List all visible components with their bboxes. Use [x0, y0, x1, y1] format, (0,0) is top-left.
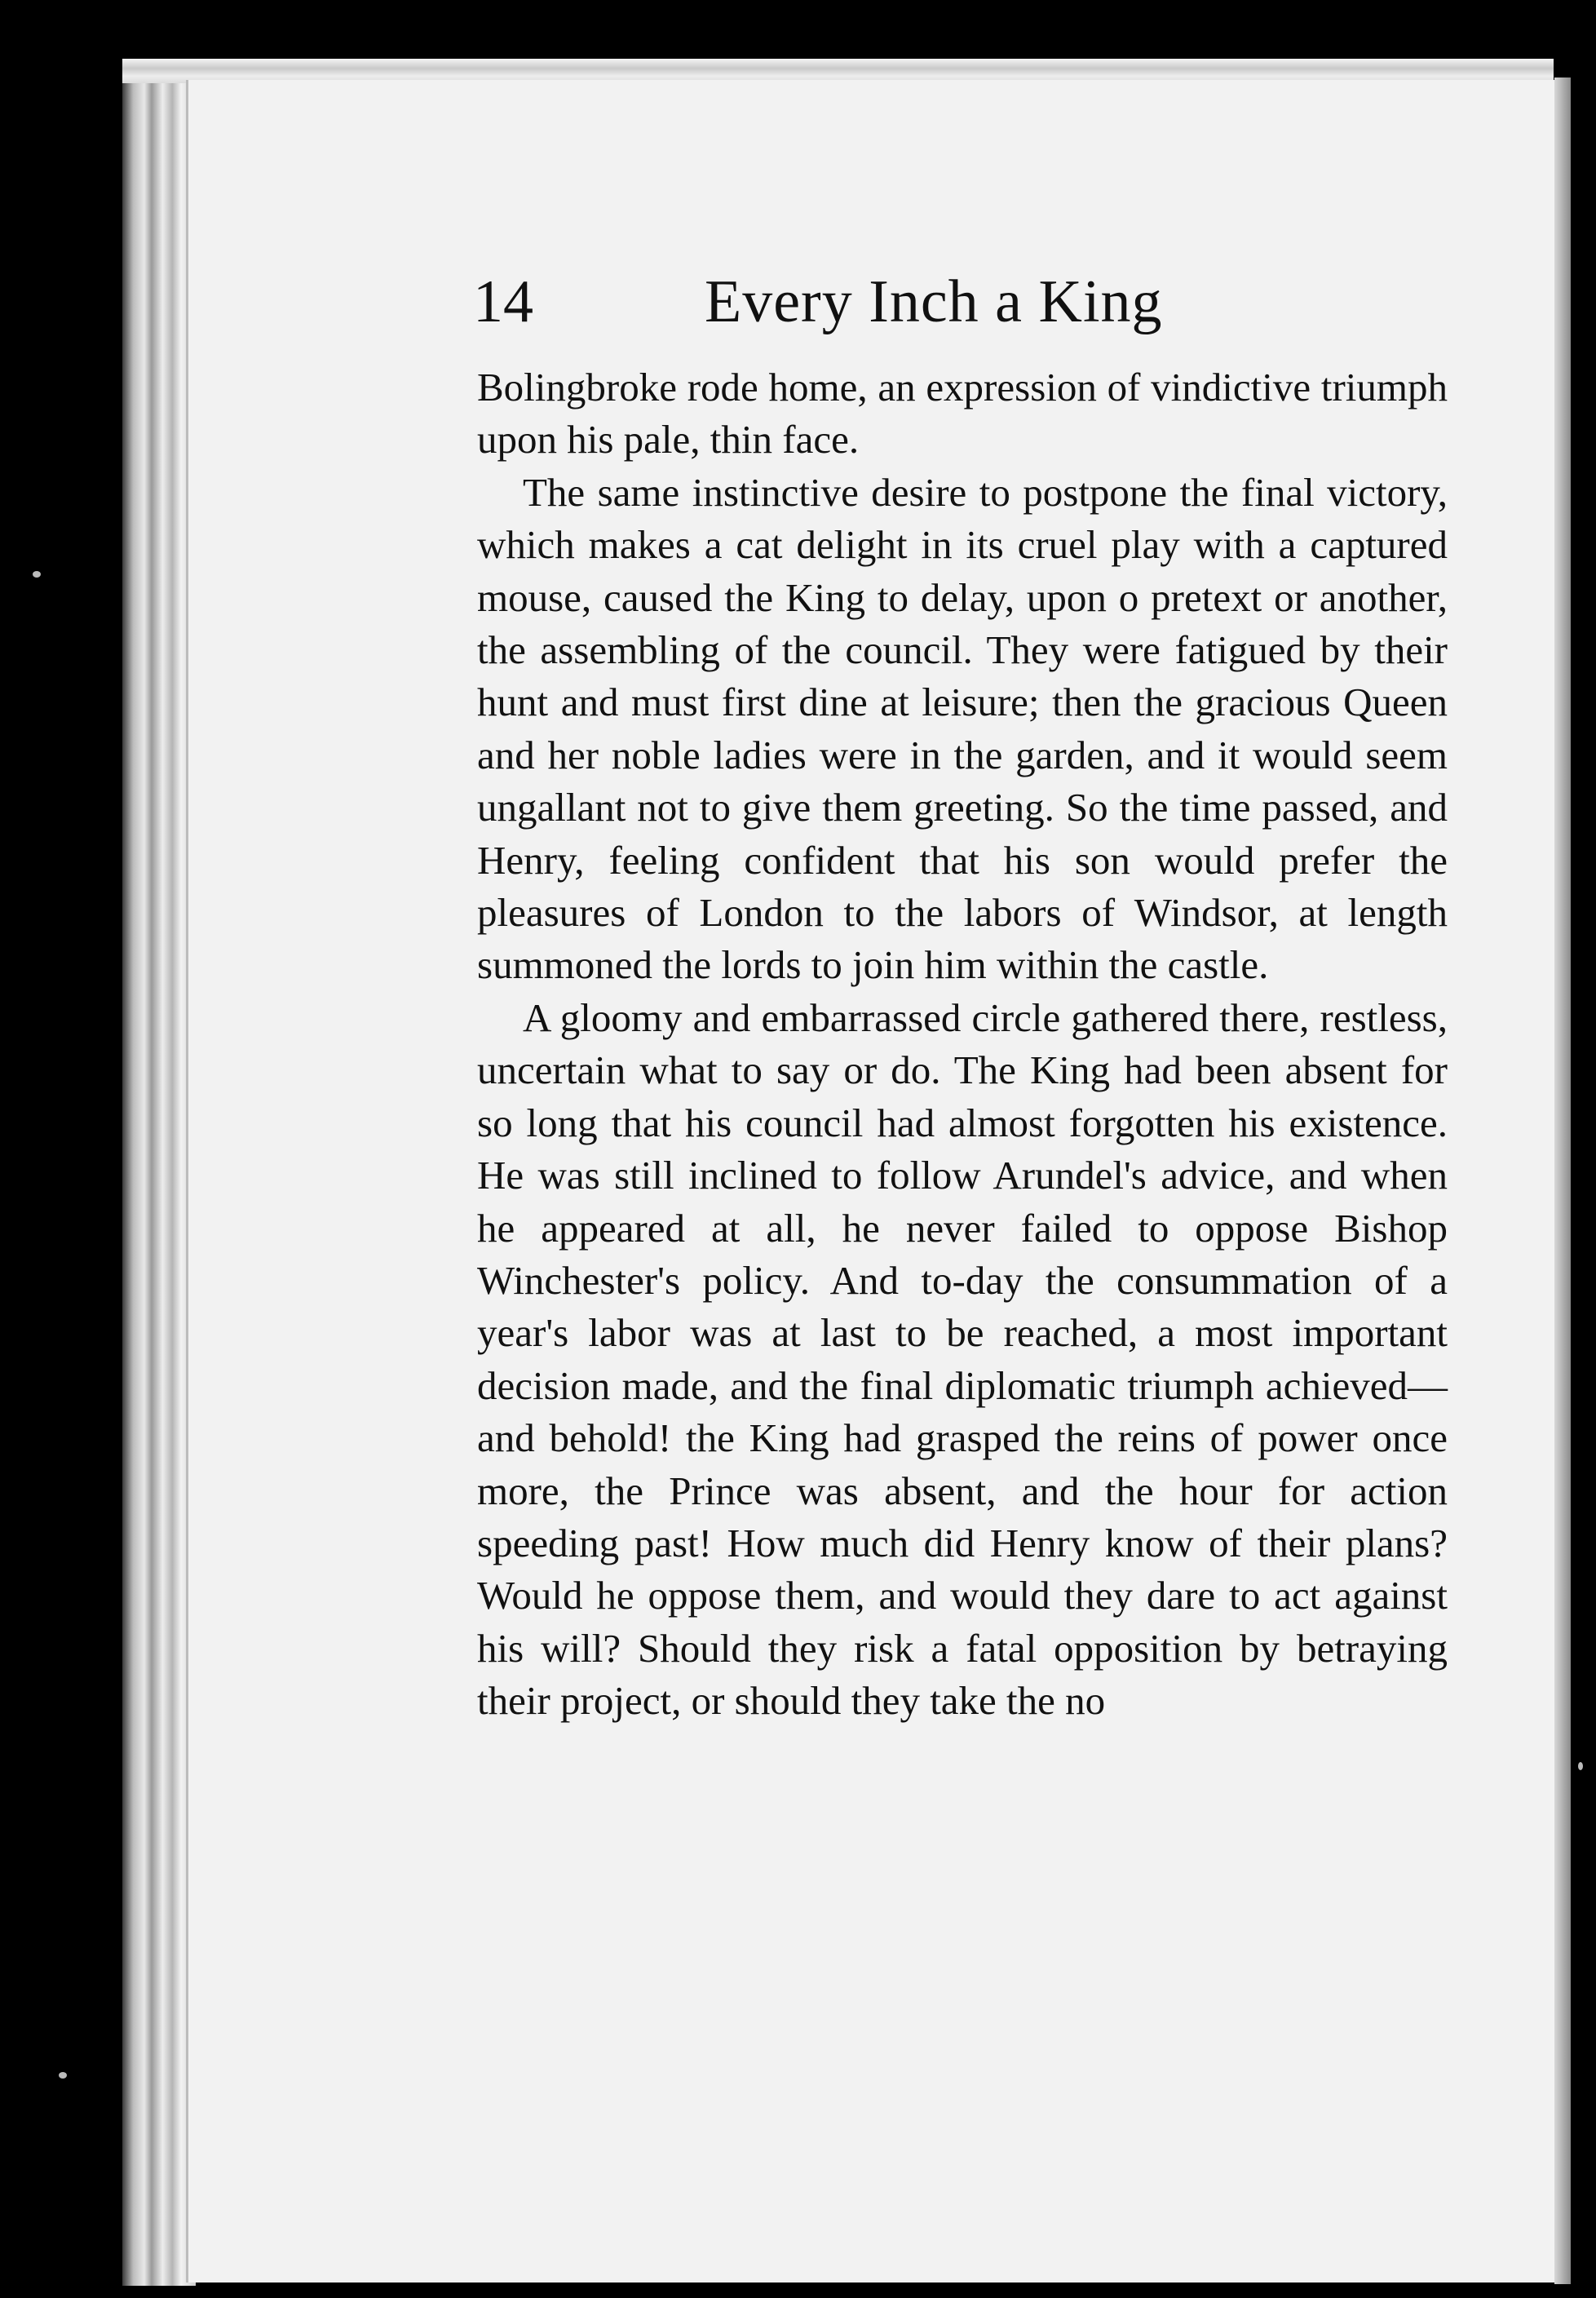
page-stack-edge-left — [122, 59, 196, 2286]
paragraph: Bolingbroke rode home, an expression of vindictive triumph upon his pale, thin face. — [477, 365, 1448, 463]
scan-speck — [59, 2072, 67, 2079]
scan-speck — [33, 571, 41, 578]
running-title: Every Inch a King — [705, 268, 1163, 335]
page-edge-right — [1554, 77, 1571, 2284]
paragraph: A gloomy and embarrassed circle gathered there, restless, uncertain what to say or do. The King had been absent for so long that his council had almost forgotten his existence. He was still inclined to follow Arundel's advice, and when he appeared at all, he never failed to oppose Bishop Winchester's policy. And to-day the consummation of a year's labor was at last to be reached, a most important decision made, and the final diplomatic triumph achieved—and behold! the King had grasped the reins of power once more, the Prince was absent, and the hour for action speeding past! How much did Henry know of their plans? Would he oppose them, and would they dare to act against his will? Should they risk a fatal opposition by betraying their project, or should they take the no — [477, 994, 1448, 1724]
scan-speck — [1578, 1762, 1583, 1770]
page-number: 14 — [473, 268, 533, 335]
running-header — [473, 261, 1452, 343]
body-text — [477, 361, 1448, 1728]
paragraph: The same instinctive desire to postpone the final victory, which makes a cat delight in its cruel play with a captured mouse, caused the King to delay, upon o pretext or another, the assembling of the council. They were fatigued by their hunt and must first dine at leisure; then the gracious Queen and her noble ladies were in the garden, and it would seem ungallant not to give them greeting. So the time passed, and Henry, feeling confident that his son would prefer the pleasures of London to the labors of Windsor, at length summoned the lords to join him within the castle. — [477, 469, 1448, 988]
